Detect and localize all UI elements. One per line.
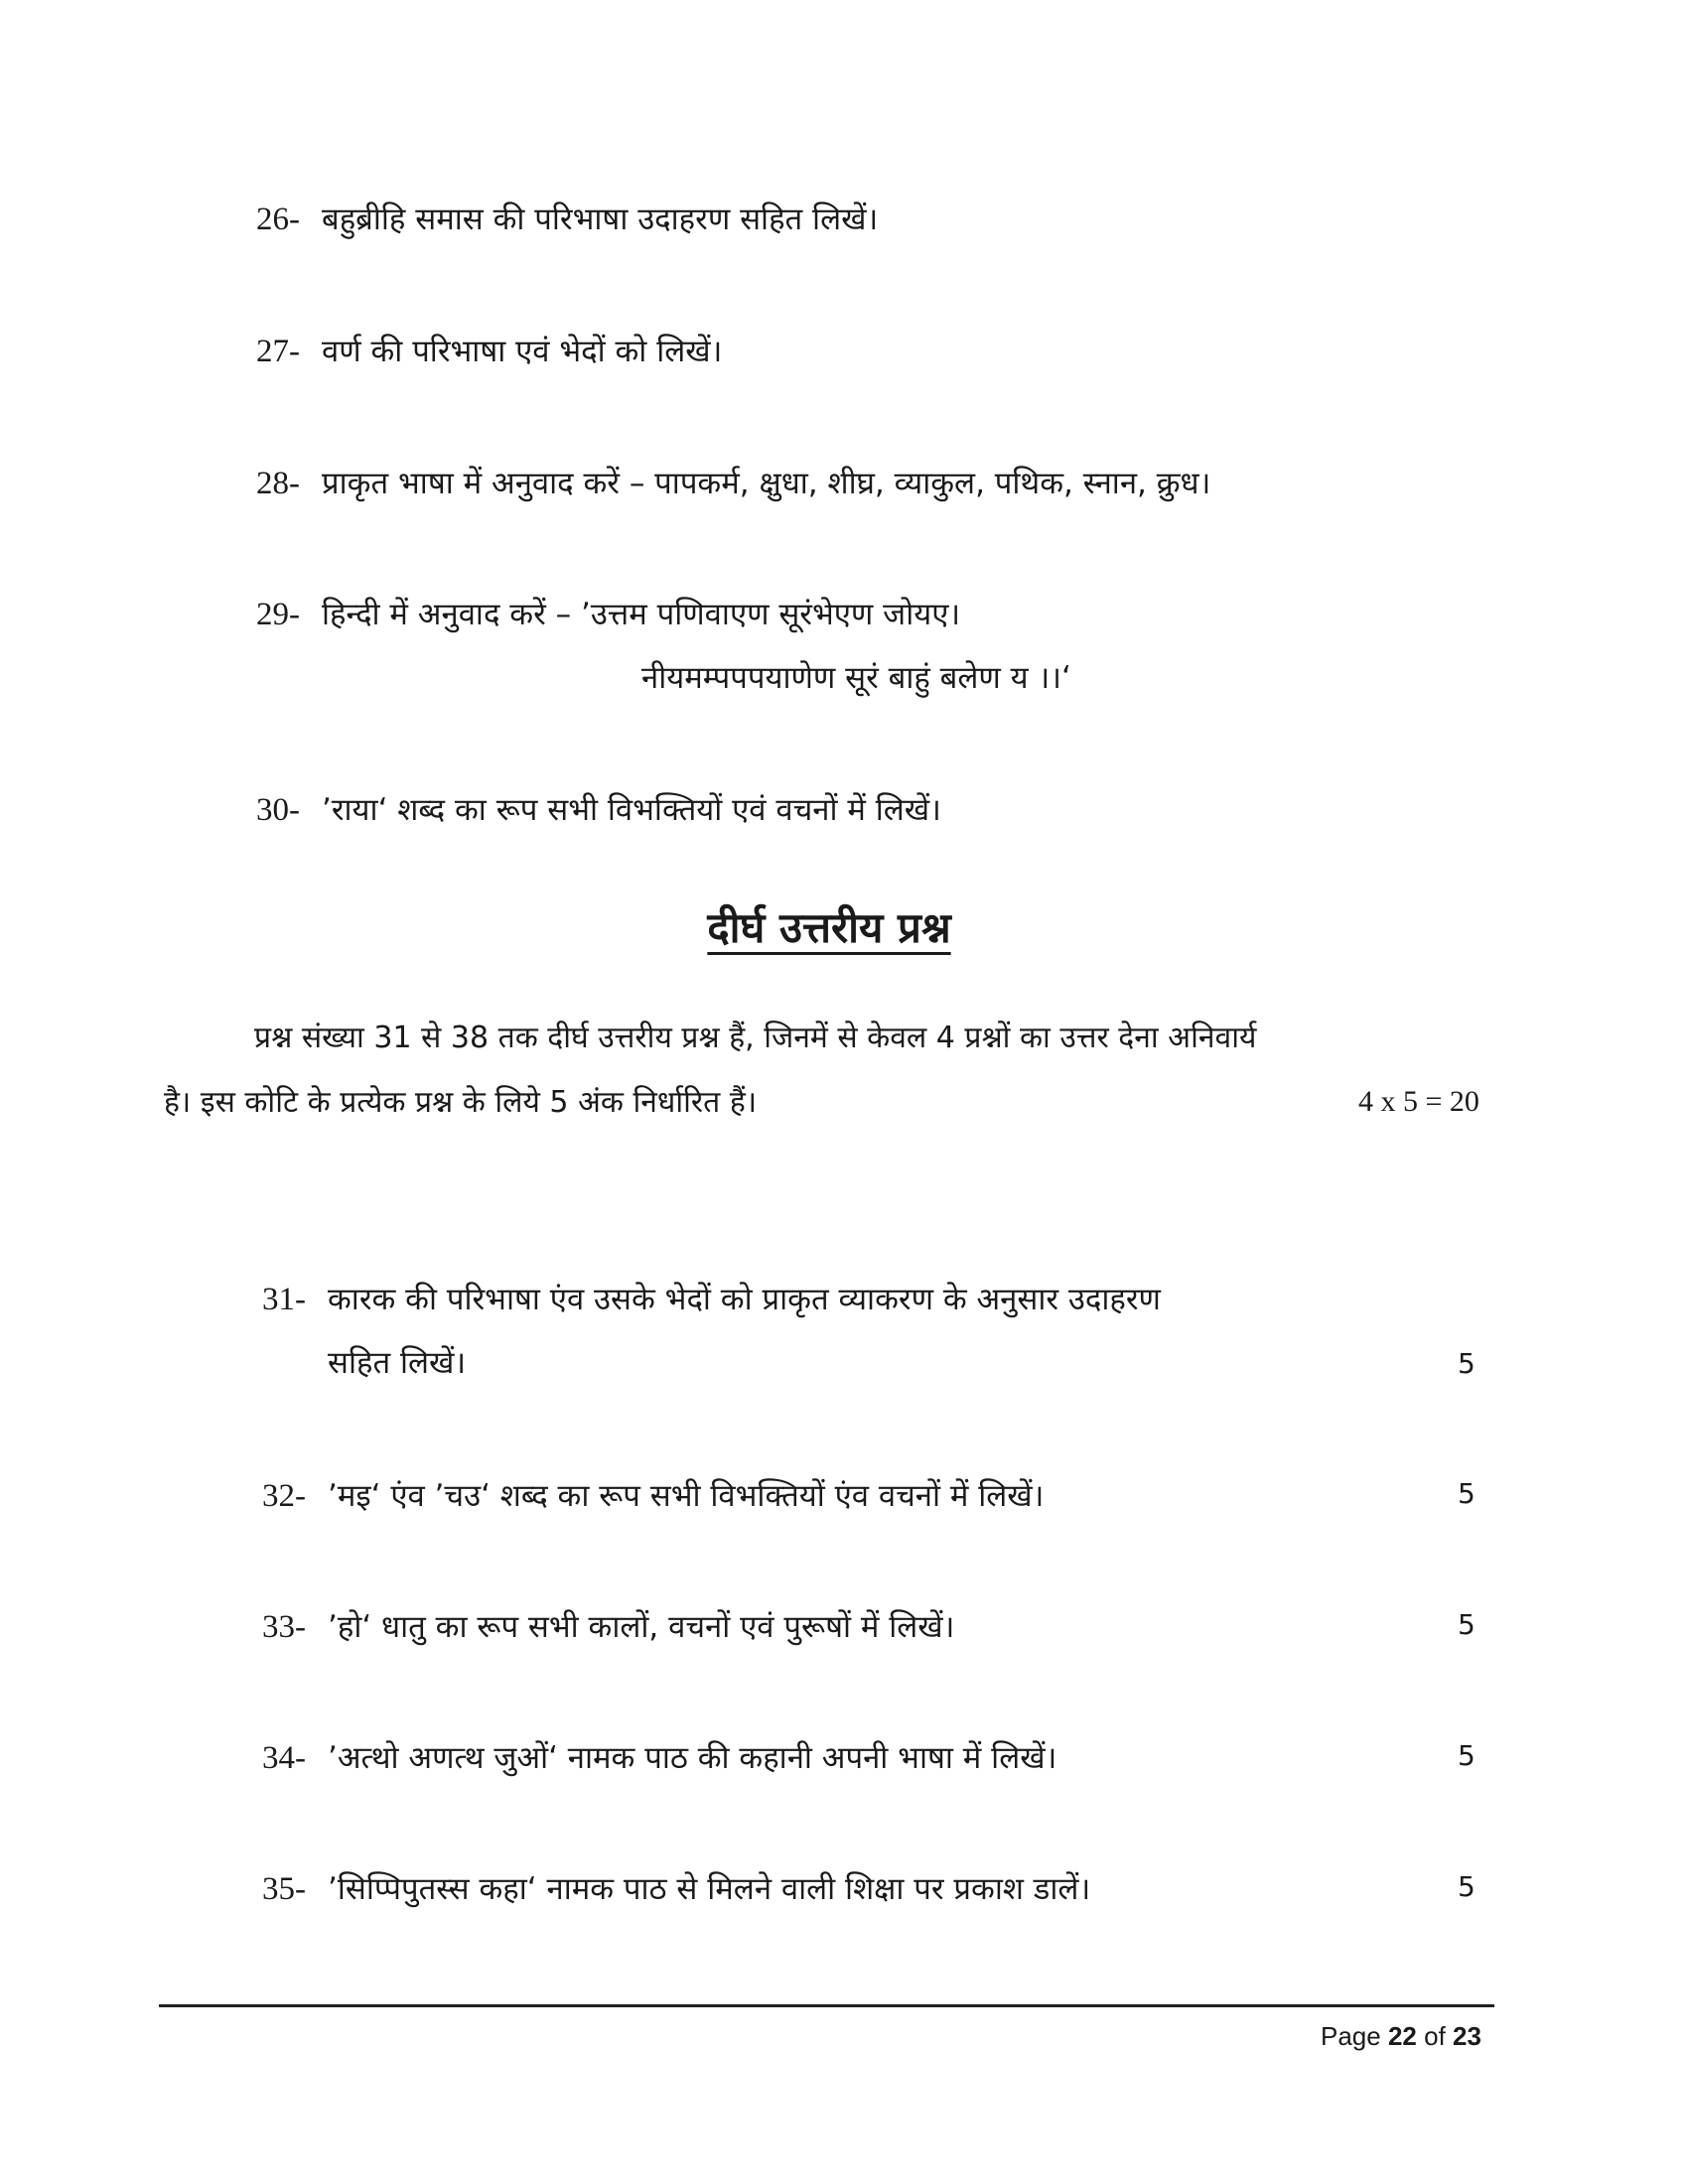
question-number: 35- [262, 1871, 306, 1907]
question-number: 28- [256, 466, 300, 501]
question-31 [262, 1281, 1161, 1320]
section-heading: दीर्घ उत्तरीय प्रश्न [707, 903, 951, 952]
question-text: कारक की परिभाषा एंव उसके भेदों को प्राकृत व्याकरण के अनुसार उदाहरण [328, 1282, 1161, 1317]
question-text: बहुब्रीहि समास की परिभाषा उदाहरण सहित लिखें। [322, 202, 879, 237]
question-text: वर्ण की परिभाषा एवं भेदों को लिखें। [322, 334, 723, 369]
question-26 [256, 201, 878, 240]
question-text: ’सिप्पिपुतस्स कहा‘ नामक पाठ से मिलने वाली शिक्षा पर प्रकाश डालें। [328, 1871, 1091, 1907]
question-29-line2: नीयमम्पपपयाणेण सूरं बाहुं बलेण य ।।‘ [641, 660, 1071, 696]
question-35 [262, 1870, 1090, 1910]
question-number: 26- [256, 202, 300, 237]
question-text: ’राया‘ शब्द का रूप सभी विभक्तियों एवं वचनों में लिखें। [322, 792, 941, 828]
question-number: 31- [262, 1282, 306, 1317]
current-page-number: 22 [1387, 2021, 1417, 2051]
question-text: प्राकृत भाषा में अनुवाद करें – पापकर्म, क्षुधा, शीघ्र, व्याकुल, पथिक, स्नान, क्रुध। [322, 466, 1211, 501]
question-text: हिन्दी में अनुवाद करें – ’उत्तम पणिवाएण सूरंभेएण जोयए। [322, 597, 961, 632]
page-label: Page [1321, 2021, 1381, 2051]
question-30 [256, 791, 941, 831]
question-33 [262, 1608, 954, 1648]
question-number: 29- [256, 597, 300, 632]
total-pages-number: 23 [1453, 2021, 1481, 2051]
marks-formula: 4 x 5 = 20 [1358, 1085, 1479, 1118]
question-number: 30- [256, 792, 300, 828]
question-number: 34- [262, 1740, 306, 1776]
question-number: 27- [256, 334, 300, 369]
footer-divider [159, 2004, 1494, 2007]
question-34-marks: 5 [1458, 1739, 1476, 1772]
question-text: ’मइ‘ एंव ’चउ‘ शब्द का रूप सभी विभक्तियों एंव वचनों में लिखें। [328, 1478, 1045, 1514]
page-of-label: of [1424, 2021, 1446, 2051]
section-instruction-line2: है। इस कोटि के प्रत्येक प्रश्न के लिये 5 अंक निर्धारित हैं। [164, 1085, 758, 1120]
question-32-marks: 5 [1458, 1477, 1476, 1510]
question-28 [256, 465, 1210, 504]
question-31-line2: सहित लिखें। [328, 1345, 467, 1381]
question-text: ’हो‘ धातु का रूप सभी कालों, वचनों एवं पुरूषों में लिखें। [328, 1609, 955, 1645]
page-footer [1321, 2021, 1481, 2052]
question-text: ’अत्थो अणत्थ जुओं‘ नामक पाठ की कहानी अपनी भाषा में लिखें। [328, 1740, 1057, 1776]
question-27 [256, 333, 722, 372]
question-29 [256, 596, 960, 635]
question-35-marks: 5 [1458, 1870, 1476, 1903]
question-33-marks: 5 [1458, 1608, 1476, 1641]
question-number: 32- [262, 1478, 306, 1514]
section-instruction-line1: प्रश्न संख्या 31 से 38 तक दीर्घ उत्तरीय प्रश्न हैं, जिनमें से केवल 4 प्रश्नों का उत्तर देना अनिवार्य [254, 1021, 1257, 1055]
question-31-marks: 5 [1458, 1347, 1476, 1380]
question-34 [262, 1739, 1056, 1779]
question-32 [262, 1477, 1044, 1517]
question-number: 33- [262, 1609, 306, 1645]
